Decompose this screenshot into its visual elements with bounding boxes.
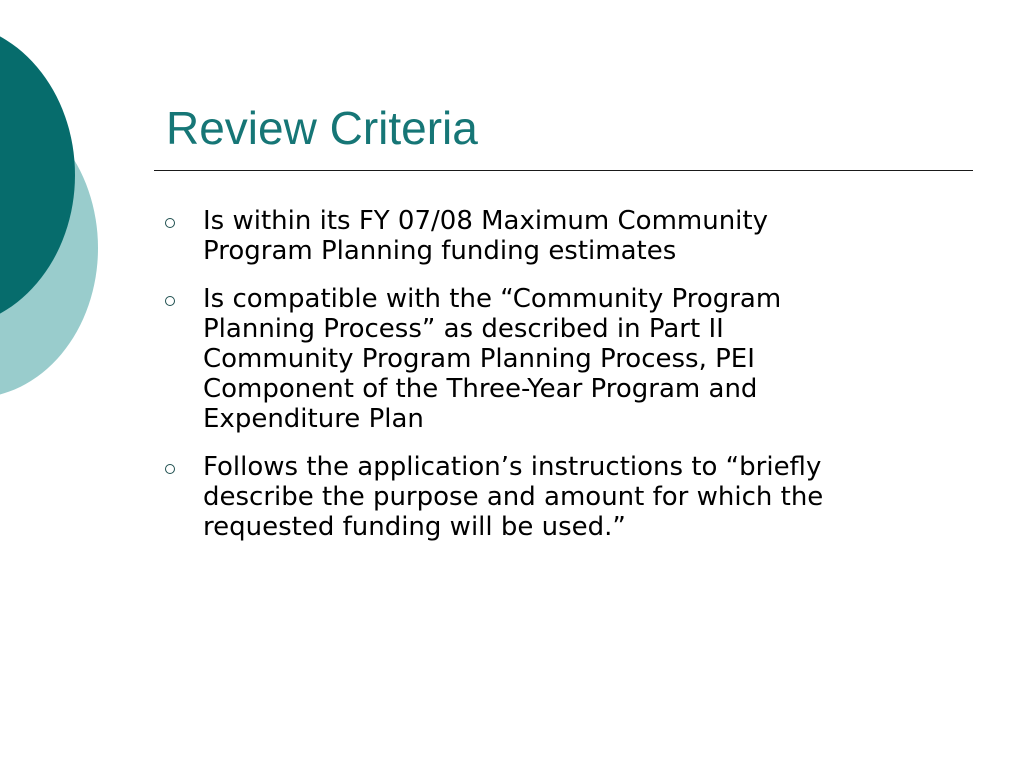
bullet-item	[165, 206, 965, 266]
title-divider	[154, 170, 973, 171]
bullet-text: Is compatible with the “Community Program Planning Process” as described in Part II Community Program Planning Process, PEI Component of the Three-Year Program and Expenditure Plan	[203, 284, 782, 434]
hollow-circle-bullet-icon	[165, 296, 175, 306]
bullet-list	[165, 206, 965, 560]
bullet-text: Follows the application’s instructions to “briefly describe the purpose and amount for which the requested funding will be used.”	[203, 452, 824, 542]
bullet-text: Is within its FY 07/08 Maximum Community Program Planning funding estimates	[203, 206, 768, 266]
bullet-item	[165, 284, 965, 434]
hollow-circle-bullet-icon	[165, 218, 175, 228]
hollow-circle-bullet-icon	[165, 464, 175, 474]
bullet-item	[165, 452, 965, 542]
slide-title: Review Criteria	[166, 102, 478, 154]
